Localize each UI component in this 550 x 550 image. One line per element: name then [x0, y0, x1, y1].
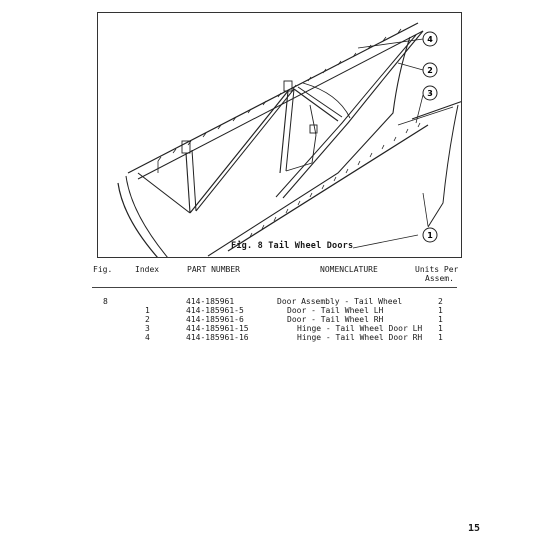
row-part-number: 414-185961 [186, 297, 235, 306]
tail-wheel-doors-drawing [98, 13, 462, 258]
header-index: Index [135, 265, 160, 274]
callout-1: 1 [427, 231, 433, 240]
row-units: 1 [438, 333, 443, 342]
figure-illustration [97, 12, 462, 258]
header-units-line1: Units Per [415, 265, 459, 274]
row-part-number: 414-185961-5 [186, 306, 244, 315]
page-number: 15 [468, 523, 481, 534]
row-units: 1 [438, 306, 443, 315]
row-nomenclature: Hinge - Tail Wheel Door LH [297, 324, 423, 333]
callout-4: 4 [427, 35, 433, 44]
row-nomenclature: Door Assembly - Tail Wheel [277, 297, 403, 306]
row-nomenclature: Door - Tail Wheel RH [287, 315, 384, 324]
header-part-number: PART NUMBER [187, 265, 240, 274]
row-units: 1 [438, 324, 443, 333]
row-units: 2 [438, 297, 443, 306]
header-rule [92, 287, 457, 288]
callout-3: 3 [427, 89, 433, 98]
row-nomenclature: Hinge - Tail Wheel Door RH [297, 333, 423, 342]
row-fig: 8 [103, 297, 108, 306]
row-units: 1 [438, 315, 443, 324]
row-part-number: 414-185961-15 [186, 324, 249, 333]
row-index: 1 [145, 306, 150, 315]
callout-2: 2 [427, 66, 433, 75]
figure-caption: Fig. 8 Tail Wheel Doors [231, 241, 354, 251]
header-fig: Fig. [93, 265, 113, 274]
header-units-line2: Assem. [425, 274, 454, 283]
row-index: 3 [145, 324, 150, 333]
row-nomenclature: Door - Tail Wheel LH [287, 306, 384, 315]
row-part-number: 414-185961-16 [186, 333, 249, 342]
row-part-number: 414-185961-6 [186, 315, 244, 324]
row-index: 2 [145, 315, 150, 324]
header-nomenclature: NOMENCLATURE [320, 265, 378, 274]
row-index: 4 [145, 333, 150, 342]
